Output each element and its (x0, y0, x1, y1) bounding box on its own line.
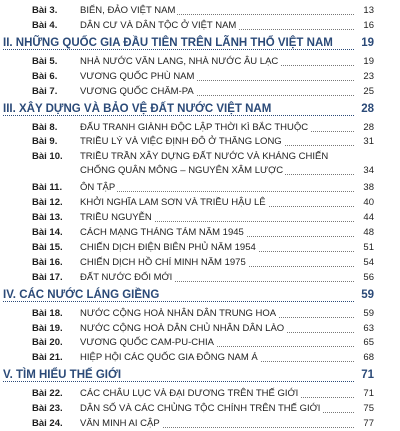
lesson-number: Bài 4. (32, 19, 58, 31)
lesson-title: VƯƠNG QUỐC CHĂM-PA (80, 85, 194, 97)
page-number: 77 (363, 418, 374, 429)
lesson-number: Bài 12. (32, 197, 63, 209)
leader-dots (3, 381, 354, 382)
lesson-entry (0, 224, 400, 240)
lesson-title: HIỆP HỘI CÁC QUỐC GIA ĐÔNG NAM Á (80, 352, 258, 364)
lesson-title: BIỂN, ĐẢO VIỆT NAM (80, 5, 176, 16)
page-number: 28 (363, 121, 374, 133)
lesson-number: Bài 6. (32, 70, 58, 82)
lesson-title: NƯỚC CỘNG HOÀ DÂN CHỦ NHÂN DÂN LÀO (80, 322, 285, 334)
lesson-entry (0, 349, 400, 365)
lesson-title-continued: CHỐNG QUÂN MÔNG – NGUYÊN XÂM LƯỢC (80, 165, 284, 177)
page-number: 54 (363, 256, 374, 268)
lesson-entry (0, 179, 400, 195)
lesson-entry (0, 148, 400, 178)
page-number: 28 (361, 102, 374, 115)
page-number: 59 (363, 307, 374, 319)
lesson-title: ĐẤU TRANH GIÀNH ĐỘC LẬP THỜI KÌ BẮC THUỘC (80, 121, 309, 133)
lesson-title: VĂN MINH AI CẬP (80, 418, 160, 429)
section-heading (0, 34, 400, 54)
lesson-title: NƯỚC CỘNG HOÀ NHÂN DÂN TRUNG HOA (80, 307, 277, 319)
leader-dots (3, 115, 354, 116)
page-number: 56 (363, 271, 374, 283)
lesson-number: Bài 3. (32, 5, 58, 16)
lesson-number: Bài 21. (32, 352, 63, 364)
page-number: 71 (363, 388, 374, 400)
lesson-number: Bài 14. (32, 227, 63, 238)
lesson-title: CHIẾN DỊCH HỒ CHÍ MINH NĂM 1975 (80, 256, 246, 268)
leader-dots (80, 191, 354, 192)
page-number: 23 (363, 70, 374, 82)
lesson-number: Bài 24. (32, 418, 63, 429)
lesson-title: CÁC CHÂU LỤC VÀ ĐẠI DƯƠNG TRÊN THẾ GIỚI (80, 388, 299, 400)
lesson-number: Bài 10. (32, 151, 63, 163)
lesson-number: Bài 23. (32, 403, 63, 415)
page-number: 48 (363, 227, 374, 238)
lesson-number: Bài 20. (32, 337, 63, 349)
lesson-title: DÂN SỐ VÀ CÁC CHỦNG TỘC CHÍNH TRÊN THẾ GIỚI (80, 403, 321, 415)
lesson-title: TRIỀU NGUYỄN (80, 212, 152, 224)
lesson-title: TRIỀU LÝ VÀ VIỆC ĐỊNH ĐÔ Ở THĂNG LONG (80, 136, 282, 148)
lesson-title: TRIỀU TRẦN XÂY DỰNG ĐẤT NƯỚC VÀ KHÁNG CHIẾN (80, 151, 329, 163)
lesson-entry (0, 269, 400, 285)
page-number: 19 (363, 55, 374, 67)
lesson-entry (0, 334, 400, 350)
lesson-entry (0, 320, 400, 336)
page-number: 38 (363, 182, 374, 194)
lesson-title: VƯƠNG QUỐC CAM-PU-CHIA (80, 337, 214, 349)
page-number: 16 (363, 19, 374, 31)
page-number: 71 (361, 369, 374, 382)
page-number: 40 (363, 197, 374, 209)
lesson-title: VƯƠNG QUỐC PHÙ NAM (80, 70, 195, 82)
lesson-entry (0, 385, 400, 401)
lesson-entry (0, 209, 400, 225)
lesson-number: Bài 11. (32, 182, 63, 194)
lesson-entry (0, 68, 400, 84)
lesson-entry (0, 305, 400, 321)
section-title: II. NHỮNG QUỐC GIA ĐẦU TIÊN TRÊN LÃNH THỔ VIỆT NAM (3, 37, 336, 49)
page-number: 13 (363, 5, 374, 16)
page-number: 25 (363, 85, 374, 97)
lesson-number: Bài 22. (32, 388, 63, 400)
lesson-number: Bài 17. (32, 271, 63, 283)
page-number: 59 (361, 288, 374, 301)
page-number: 44 (363, 212, 374, 224)
section-title: V. TÌM HIỂU THẾ GIỚI (3, 369, 124, 381)
lesson-entry (0, 133, 400, 149)
lesson-number: Bài 7. (32, 85, 58, 97)
lesson-entry (0, 239, 400, 255)
page-number: 63 (363, 322, 374, 334)
lesson-number: Bài 16. (32, 256, 63, 268)
page-number: 65 (363, 337, 374, 349)
lesson-title: NHÀ NƯỚC VĂN LANG, NHÀ NƯỚC ÂU LẠC (80, 55, 279, 67)
section-heading (0, 366, 400, 386)
page-number: 34 (363, 165, 374, 177)
section-heading (0, 286, 400, 306)
lesson-entry (0, 119, 400, 135)
lesson-title: ÔN TẬP (80, 182, 116, 194)
lesson-title: DÂN CƯ VÀ DÂN TỘC Ở VIỆT NAM (80, 19, 237, 31)
page-number: 68 (363, 352, 374, 364)
lesson-entry (0, 254, 400, 270)
lesson-title: CÁCH MẠNG THÁNG TÁM NĂM 1945 (80, 227, 244, 238)
page-number: 75 (363, 403, 374, 415)
leader-dots (3, 301, 354, 302)
lesson-title: CHIẾN DỊCH ĐIỆN BIÊN PHỦ NĂM 1954 (80, 241, 256, 253)
lesson-number: Bài 8. (32, 121, 58, 133)
lesson-number: Bài 18. (32, 307, 63, 319)
section-title: IV. CÁC NƯỚC LÁNG GIỀNG (3, 289, 162, 301)
lesson-number: Bài 5. (32, 55, 58, 67)
lesson-entry (0, 83, 400, 99)
lesson-number: Bài 15. (32, 241, 63, 253)
lesson-entry (0, 194, 400, 210)
lesson-entry (0, 400, 400, 416)
page-number: 31 (363, 136, 374, 148)
page-number: 19 (361, 36, 374, 49)
leader-dots (3, 49, 354, 50)
section-heading (0, 100, 400, 120)
lesson-entry (0, 2, 400, 18)
section-title: III. XÂY DỰNG VÀ BẢO VỆ ĐẤT NƯỚC VIỆT NAM (3, 103, 274, 115)
lesson-entry (0, 53, 400, 69)
lesson-number: Bài 9. (32, 136, 58, 148)
lesson-entry (0, 17, 400, 33)
lesson-title: KHỞI NGHĨA LAM SƠN VÀ TRIỀU HẬU LÊ (80, 197, 266, 209)
lesson-number: Bài 19. (32, 322, 63, 334)
lesson-title: ĐẤT NƯỚC ĐỔI MỚI (80, 271, 173, 283)
lesson-entry (0, 415, 400, 431)
lesson-number: Bài 13. (32, 212, 63, 224)
page-number: 51 (363, 241, 374, 253)
